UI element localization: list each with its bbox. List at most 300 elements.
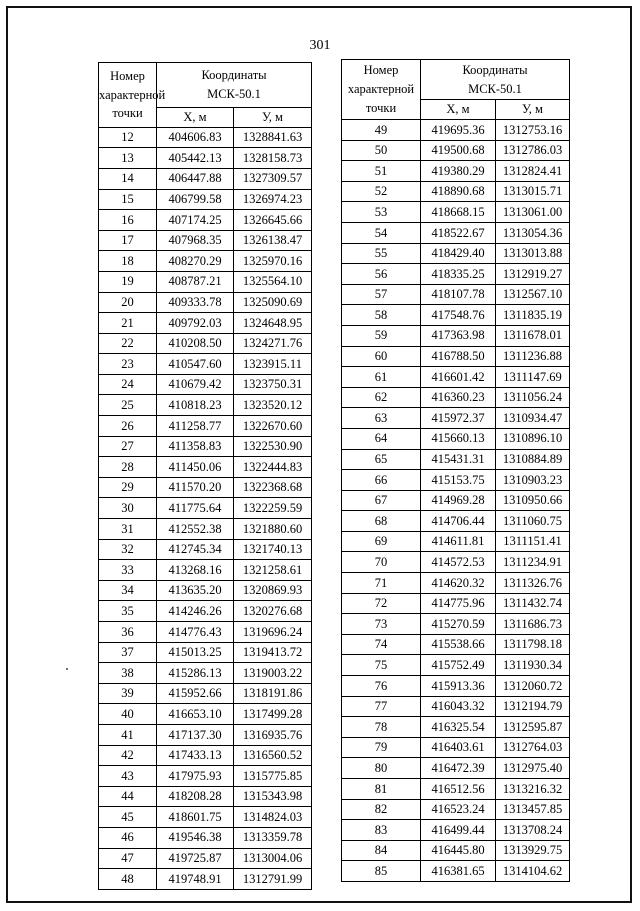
y-coordinate-cell: 1311835.19: [496, 305, 570, 326]
y-coordinate-cell: 1312194.79: [496, 696, 570, 717]
y-coordinate-cell: 1322259.59: [234, 498, 312, 519]
y-coordinate-cell: 1313015.71: [496, 181, 570, 202]
table-row: [99, 374, 312, 395]
table-row: [99, 354, 312, 375]
x-coordinate-cell: 410679.42: [157, 374, 234, 395]
table-row: [99, 642, 312, 663]
y-coordinate-cell: 1311678.01: [496, 325, 570, 346]
x-coordinate-cell: 416043.32: [421, 696, 496, 717]
point-number-cell: 19: [99, 271, 157, 292]
point-number-cell: 50: [342, 140, 421, 161]
table-row: [99, 786, 312, 807]
y-coordinate-cell: 1311151.41: [496, 531, 570, 552]
table-row: [99, 292, 312, 313]
y-coordinate-cell: 1313216.32: [496, 779, 570, 800]
point-number-cell: 16: [99, 210, 157, 231]
table-row: [342, 140, 570, 161]
y-coordinate-cell: 1310884.89: [496, 449, 570, 470]
x-coordinate-cell: 415952.66: [157, 683, 234, 704]
table-row: [99, 539, 312, 560]
table-row: [342, 202, 570, 223]
y-coordinate-cell: 1313004.06: [234, 848, 312, 869]
point-number-cell: 39: [99, 683, 157, 704]
point-number-cell: 67: [342, 490, 421, 511]
y-coordinate-cell: 1313061.00: [496, 202, 570, 223]
header-point-number: Номер характерной точки: [342, 60, 421, 120]
table-row: [342, 737, 570, 758]
x-coordinate-cell: 411450.06: [157, 457, 234, 478]
table-row: [99, 663, 312, 684]
point-number-cell: 51: [342, 161, 421, 182]
x-coordinate-cell: 417548.76: [421, 305, 496, 326]
y-coordinate-cell: 1313359.78: [234, 827, 312, 848]
point-number-cell: 85: [342, 861, 421, 882]
y-coordinate-cell: 1327309.57: [234, 168, 312, 189]
y-coordinate-cell: 1314824.03: [234, 807, 312, 828]
y-coordinate-cell: 1310934.47: [496, 408, 570, 429]
y-coordinate-cell: 1320869.93: [234, 580, 312, 601]
point-number-cell: 43: [99, 766, 157, 787]
table-row: [342, 779, 570, 800]
table-row: [342, 531, 570, 552]
table-body-left: [99, 127, 312, 889]
y-coordinate-cell: 1311930.34: [496, 655, 570, 676]
x-coordinate-cell: 406447.88: [157, 168, 234, 189]
table-row: [342, 758, 570, 779]
table-row: [99, 766, 312, 787]
x-coordinate-cell: 417975.93: [157, 766, 234, 787]
point-number-cell: 17: [99, 230, 157, 251]
y-coordinate-cell: 1312567.10: [496, 284, 570, 305]
point-number-cell: 77: [342, 696, 421, 717]
table-row: [342, 717, 570, 738]
x-coordinate-cell: 414776.43: [157, 622, 234, 643]
x-coordinate-cell: 415660.13: [421, 428, 496, 449]
x-coordinate-cell: 414969.28: [421, 490, 496, 511]
x-coordinate-cell: 413268.16: [157, 560, 234, 581]
table-row: [99, 436, 312, 457]
table-row: [342, 840, 570, 861]
x-coordinate-cell: 418429.40: [421, 243, 496, 264]
point-number-cell: 58: [342, 305, 421, 326]
x-coordinate-cell: 411775.64: [157, 498, 234, 519]
x-coordinate-cell: 415153.75: [421, 470, 496, 491]
table-body-right: [342, 120, 570, 882]
x-coordinate-cell: 416445.80: [421, 840, 496, 861]
x-coordinate-cell: 419380.29: [421, 161, 496, 182]
table-row: [99, 395, 312, 416]
table-row: [99, 251, 312, 272]
y-coordinate-cell: 1325564.10: [234, 271, 312, 292]
point-number-cell: 23: [99, 354, 157, 375]
table-row: [342, 552, 570, 573]
x-coordinate-cell: 415286.13: [157, 663, 234, 684]
x-coordinate-cell: 404606.83: [157, 127, 234, 148]
y-coordinate-cell: 1313054.36: [496, 222, 570, 243]
point-number-cell: 62: [342, 387, 421, 408]
table-row: [99, 127, 312, 148]
point-number-cell: 60: [342, 346, 421, 367]
x-coordinate-cell: 409792.03: [157, 313, 234, 334]
y-coordinate-cell: 1321880.60: [234, 519, 312, 540]
x-coordinate-cell: 415431.31: [421, 449, 496, 470]
y-coordinate-cell: 1312753.16: [496, 120, 570, 141]
x-coordinate-cell: 414706.44: [421, 511, 496, 532]
x-coordinate-cell: 418107.78: [421, 284, 496, 305]
point-number-cell: 27: [99, 436, 157, 457]
table-row: [342, 655, 570, 676]
table-row: [99, 580, 312, 601]
table-row: [99, 230, 312, 251]
x-coordinate-cell: 419500.68: [421, 140, 496, 161]
table-row: [342, 387, 570, 408]
point-number-cell: 83: [342, 820, 421, 841]
y-coordinate-cell: 1321740.13: [234, 539, 312, 560]
table-row: [99, 827, 312, 848]
point-number-cell: 56: [342, 264, 421, 285]
point-number-cell: 26: [99, 416, 157, 437]
point-number-cell: 13: [99, 148, 157, 169]
x-coordinate-cell: 416381.65: [421, 861, 496, 882]
table-row: [342, 181, 570, 202]
y-coordinate-cell: 1326138.47: [234, 230, 312, 251]
y-coordinate-cell: 1311056.24: [496, 387, 570, 408]
x-coordinate-cell: 418890.68: [421, 181, 496, 202]
y-coordinate-cell: 1310903.23: [496, 470, 570, 491]
x-coordinate-cell: 416653.10: [157, 704, 234, 725]
y-coordinate-cell: 1325970.16: [234, 251, 312, 272]
x-coordinate-cell: 411570.20: [157, 477, 234, 498]
table-row: [342, 428, 570, 449]
point-number-cell: 37: [99, 642, 157, 663]
y-coordinate-cell: 1311326.76: [496, 573, 570, 594]
table-row: [342, 305, 570, 326]
x-coordinate-cell: 415913.36: [421, 676, 496, 697]
table-row: [99, 683, 312, 704]
y-coordinate-cell: 1311234.91: [496, 552, 570, 573]
point-number-cell: 31: [99, 519, 157, 540]
header-x: Х, м: [157, 108, 234, 128]
point-number-cell: 34: [99, 580, 157, 601]
point-number-cell: 59: [342, 325, 421, 346]
point-number-cell: 65: [342, 449, 421, 470]
point-number-cell: 21: [99, 313, 157, 334]
point-number-cell: 20: [99, 292, 157, 313]
x-coordinate-cell: 416403.61: [421, 737, 496, 758]
table-row: [342, 676, 570, 697]
y-coordinate-cell: 1311686.73: [496, 614, 570, 635]
point-number-cell: 75: [342, 655, 421, 676]
point-number-cell: 25: [99, 395, 157, 416]
y-coordinate-cell: 1313929.75: [496, 840, 570, 861]
table-row: [342, 470, 570, 491]
point-number-cell: 35: [99, 601, 157, 622]
table-row: [99, 807, 312, 828]
point-number-cell: 29: [99, 477, 157, 498]
point-number-cell: 33: [99, 560, 157, 581]
x-coordinate-cell: 414775.96: [421, 593, 496, 614]
x-coordinate-cell: 417137.30: [157, 724, 234, 745]
x-coordinate-cell: 412552.38: [157, 519, 234, 540]
x-coordinate-cell: 414246.26: [157, 601, 234, 622]
point-number-cell: 40: [99, 704, 157, 725]
y-coordinate-cell: 1326645.66: [234, 210, 312, 231]
table-row: [342, 511, 570, 532]
point-number-cell: 64: [342, 428, 421, 449]
y-coordinate-cell: 1323915.11: [234, 354, 312, 375]
table-row: [99, 271, 312, 292]
table-row: [99, 848, 312, 869]
x-coordinate-cell: 416499.44: [421, 820, 496, 841]
y-coordinate-cell: 1312786.03: [496, 140, 570, 161]
y-coordinate-cell: 1314104.62: [496, 861, 570, 882]
table-row: [99, 622, 312, 643]
header-y: У, м: [496, 100, 570, 120]
table-row: [99, 477, 312, 498]
table-row: [99, 601, 312, 622]
x-coordinate-cell: 410818.23: [157, 395, 234, 416]
y-coordinate-cell: 1324271.76: [234, 333, 312, 354]
y-coordinate-cell: 1312595.87: [496, 717, 570, 738]
table-row: [99, 745, 312, 766]
table-row: [99, 498, 312, 519]
x-coordinate-cell: 417433.13: [157, 745, 234, 766]
y-coordinate-cell: 1312791.99: [234, 869, 312, 890]
x-coordinate-cell: 416512.56: [421, 779, 496, 800]
x-coordinate-cell: 407968.35: [157, 230, 234, 251]
header-point-number: Номер характерной точки: [99, 63, 157, 128]
x-coordinate-cell: 414572.53: [421, 552, 496, 573]
x-coordinate-cell: 414620.32: [421, 573, 496, 594]
y-coordinate-cell: 1322444.83: [234, 457, 312, 478]
x-coordinate-cell: 416788.50: [421, 346, 496, 367]
y-coordinate-cell: 1315775.85: [234, 766, 312, 787]
point-number-cell: 32: [99, 539, 157, 560]
point-number-cell: 57: [342, 284, 421, 305]
x-coordinate-cell: 419695.36: [421, 120, 496, 141]
point-number-cell: 81: [342, 779, 421, 800]
y-coordinate-cell: 1312060.72: [496, 676, 570, 697]
y-coordinate-cell: 1312919.27: [496, 264, 570, 285]
header-coordinates: Координаты МСК-50.1: [421, 60, 570, 100]
point-number-cell: 46: [99, 827, 157, 848]
point-number-cell: 22: [99, 333, 157, 354]
x-coordinate-cell: 408787.21: [157, 271, 234, 292]
y-coordinate-cell: 1310950.66: [496, 490, 570, 511]
point-number-cell: 74: [342, 634, 421, 655]
x-coordinate-cell: 407174.25: [157, 210, 234, 231]
x-coordinate-cell: 416523.24: [421, 799, 496, 820]
point-number-cell: 48: [99, 869, 157, 890]
y-coordinate-cell: 1310896.10: [496, 428, 570, 449]
table-row: [342, 408, 570, 429]
table-row: [99, 148, 312, 169]
x-coordinate-cell: 418668.15: [421, 202, 496, 223]
x-coordinate-cell: 410547.60: [157, 354, 234, 375]
point-number-cell: 41: [99, 724, 157, 745]
x-coordinate-cell: 416360.23: [421, 387, 496, 408]
x-coordinate-cell: 418522.67: [421, 222, 496, 243]
point-number-cell: 76: [342, 676, 421, 697]
x-coordinate-cell: 418335.25: [421, 264, 496, 285]
x-coordinate-cell: 417363.98: [421, 325, 496, 346]
table-row: [99, 519, 312, 540]
y-coordinate-cell: 1312764.03: [496, 737, 570, 758]
x-coordinate-cell: 408270.29: [157, 251, 234, 272]
y-coordinate-cell: 1319003.22: [234, 663, 312, 684]
x-coordinate-cell: 418208.28: [157, 786, 234, 807]
y-coordinate-cell: 1325090.69: [234, 292, 312, 313]
x-coordinate-cell: 415270.59: [421, 614, 496, 635]
table-row: [99, 210, 312, 231]
x-coordinate-cell: 415013.25: [157, 642, 234, 663]
point-number-cell: 24: [99, 374, 157, 395]
y-coordinate-cell: 1319413.72: [234, 642, 312, 663]
x-coordinate-cell: 406799.58: [157, 189, 234, 210]
point-number-cell: 49: [342, 120, 421, 141]
y-coordinate-cell: 1320276.68: [234, 601, 312, 622]
y-coordinate-cell: 1319696.24: [234, 622, 312, 643]
table-row: [342, 367, 570, 388]
point-number-cell: 12: [99, 127, 157, 148]
y-coordinate-cell: 1311432.74: [496, 593, 570, 614]
point-number-cell: 18: [99, 251, 157, 272]
point-number-cell: 53: [342, 202, 421, 223]
point-number-cell: 30: [99, 498, 157, 519]
point-number-cell: 55: [342, 243, 421, 264]
scan-speck: [66, 668, 68, 670]
point-number-cell: 80: [342, 758, 421, 779]
x-coordinate-cell: 409333.78: [157, 292, 234, 313]
point-number-cell: 79: [342, 737, 421, 758]
coordinates-table-left: [98, 62, 312, 890]
x-coordinate-cell: 416472.39: [421, 758, 496, 779]
x-coordinate-cell: 411258.77: [157, 416, 234, 437]
y-coordinate-cell: 1312975.40: [496, 758, 570, 779]
y-coordinate-cell: 1322530.90: [234, 436, 312, 457]
point-number-cell: 36: [99, 622, 157, 643]
table-row: [342, 449, 570, 470]
header-x: Х, м: [421, 100, 496, 120]
y-coordinate-cell: 1318191.86: [234, 683, 312, 704]
point-number-cell: 42: [99, 745, 157, 766]
point-number-cell: 63: [342, 408, 421, 429]
x-coordinate-cell: 416601.42: [421, 367, 496, 388]
table-row: [342, 573, 570, 594]
y-coordinate-cell: 1313457.85: [496, 799, 570, 820]
y-coordinate-cell: 1311060.75: [496, 511, 570, 532]
table-row: [99, 724, 312, 745]
x-coordinate-cell: 414611.81: [421, 531, 496, 552]
point-number-cell: 66: [342, 470, 421, 491]
table-row: [342, 161, 570, 182]
y-coordinate-cell: 1328841.63: [234, 127, 312, 148]
y-coordinate-cell: 1323520.12: [234, 395, 312, 416]
header-y: У, м: [234, 108, 312, 128]
point-number-cell: 38: [99, 663, 157, 684]
x-coordinate-cell: 418601.75: [157, 807, 234, 828]
x-coordinate-cell: 419748.91: [157, 869, 234, 890]
y-coordinate-cell: 1311798.18: [496, 634, 570, 655]
table-row: [342, 799, 570, 820]
x-coordinate-cell: 415752.49: [421, 655, 496, 676]
x-coordinate-cell: 413635.20: [157, 580, 234, 601]
x-coordinate-cell: 416325.54: [421, 717, 496, 738]
table-row: [342, 243, 570, 264]
page-number: 301: [309, 38, 331, 53]
x-coordinate-cell: 411358.83: [157, 436, 234, 457]
x-coordinate-cell: 412745.34: [157, 539, 234, 560]
table-row: [342, 490, 570, 511]
point-number-cell: 73: [342, 614, 421, 635]
point-number-cell: 54: [342, 222, 421, 243]
table-row: [99, 168, 312, 189]
x-coordinate-cell: 410208.50: [157, 333, 234, 354]
y-coordinate-cell: 1324648.95: [234, 313, 312, 334]
point-number-cell: 78: [342, 717, 421, 738]
table-row: [342, 614, 570, 635]
y-coordinate-cell: 1322368.68: [234, 477, 312, 498]
x-coordinate-cell: 419725.87: [157, 848, 234, 869]
point-number-cell: 82: [342, 799, 421, 820]
table-row: [342, 120, 570, 141]
coordinates-table-right: [341, 59, 570, 882]
table-row: [99, 333, 312, 354]
point-number-cell: 70: [342, 552, 421, 573]
y-coordinate-cell: 1311147.69: [496, 367, 570, 388]
y-coordinate-cell: 1315343.98: [234, 786, 312, 807]
y-coordinate-cell: 1317499.28: [234, 704, 312, 725]
table-row: [99, 704, 312, 725]
y-coordinate-cell: 1323750.31: [234, 374, 312, 395]
table-row: [342, 593, 570, 614]
point-number-cell: 61: [342, 367, 421, 388]
y-coordinate-cell: 1316935.76: [234, 724, 312, 745]
table-row: [99, 313, 312, 334]
table-row: [342, 820, 570, 841]
point-number-cell: 47: [99, 848, 157, 869]
point-number-cell: 52: [342, 181, 421, 202]
table-row: [342, 284, 570, 305]
point-number-cell: 44: [99, 786, 157, 807]
table-row: [99, 189, 312, 210]
y-coordinate-cell: 1321258.61: [234, 560, 312, 581]
header-coordinates: Координаты МСК-50.1: [157, 63, 312, 108]
table-row: [342, 325, 570, 346]
y-coordinate-cell: 1316560.52: [234, 745, 312, 766]
table-row: [342, 222, 570, 243]
table-row: [342, 861, 570, 882]
y-coordinate-cell: 1313013.88: [496, 243, 570, 264]
x-coordinate-cell: 415538.66: [421, 634, 496, 655]
table-row: [99, 457, 312, 478]
y-coordinate-cell: 1311236.88: [496, 346, 570, 367]
y-coordinate-cell: 1322670.60: [234, 416, 312, 437]
table-row: [342, 634, 570, 655]
point-number-cell: 68: [342, 511, 421, 532]
x-coordinate-cell: 419546.38: [157, 827, 234, 848]
table-row: [342, 264, 570, 285]
table-row: [99, 869, 312, 890]
y-coordinate-cell: 1326974.23: [234, 189, 312, 210]
x-coordinate-cell: 405442.13: [157, 148, 234, 169]
table-row: [99, 416, 312, 437]
y-coordinate-cell: 1312824.41: [496, 161, 570, 182]
table-row: [342, 346, 570, 367]
table-row: [342, 696, 570, 717]
point-number-cell: 72: [342, 593, 421, 614]
x-coordinate-cell: 415972.37: [421, 408, 496, 429]
